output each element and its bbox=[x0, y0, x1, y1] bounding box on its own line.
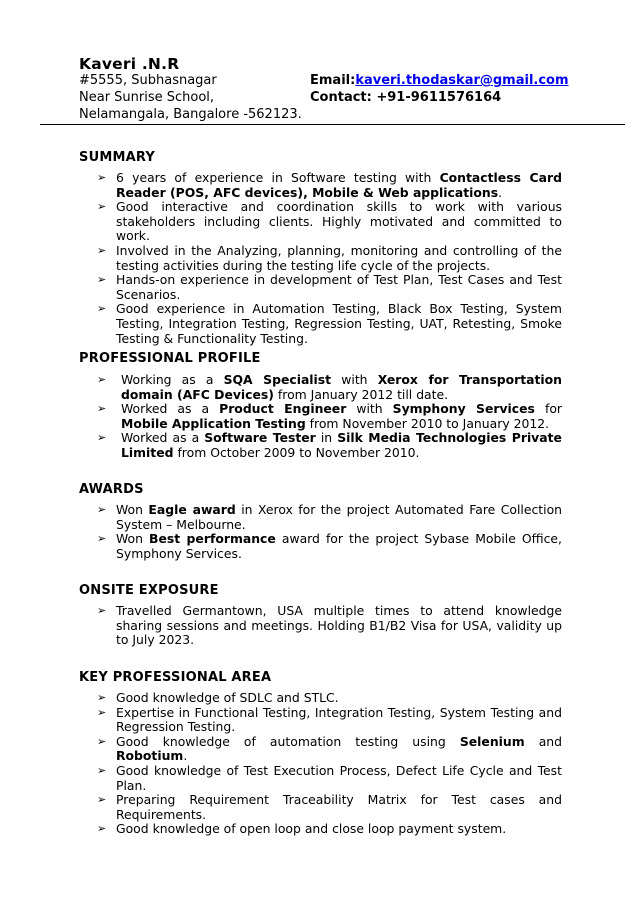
list-item bbox=[0, 171, 562, 200]
header-divider bbox=[40, 124, 625, 125]
text-run: Won bbox=[116, 531, 149, 547]
arrowhead-bullet-icon: ➢ bbox=[97, 822, 107, 836]
arrowhead-bullet-icon: ➢ bbox=[97, 431, 107, 445]
text-run: Travelled Germantown, USA multiple times to attend knowledge sharing sessions and meetings. Holding B1/B2 Visa for USA, validity up to July 2023. bbox=[116, 603, 562, 648]
arrowhead-bullet-icon: ➢ bbox=[97, 604, 107, 617]
arrowhead-bullet-icon: ➢ bbox=[97, 273, 107, 287]
bold-text: SQA Specialist bbox=[223, 372, 332, 387]
key-professional-area-list bbox=[0, 691, 638, 837]
text-run: and bbox=[524, 733, 563, 749]
text-run: with bbox=[346, 401, 393, 417]
bold-text: Selenium bbox=[459, 733, 525, 749]
list-item bbox=[0, 822, 562, 837]
text-run: Involved in the Analyzing, planning, monitoring and controlling of the testing activities during the testing life cycle of the projects. bbox=[116, 242, 562, 273]
bold-text: Best performance bbox=[149, 531, 276, 547]
awards-list bbox=[0, 503, 638, 561]
professional-profile-list bbox=[0, 373, 638, 461]
list-item bbox=[0, 793, 562, 822]
section-title-summary: SUMMARY bbox=[79, 150, 155, 165]
list-item bbox=[0, 503, 562, 532]
address-line-1: #5555, Subhasnagar bbox=[79, 73, 217, 88]
text-run: in Xerox for the project Automated Fare Collection System – Melbourne. bbox=[116, 502, 563, 532]
list-item bbox=[0, 373, 562, 402]
list-item bbox=[0, 273, 562, 302]
list-item bbox=[0, 244, 562, 273]
arrowhead-bullet-icon: ➢ bbox=[97, 691, 107, 704]
arrowhead-bullet-icon: ➢ bbox=[97, 532, 107, 546]
text-run: Hands-on experience in development of Test Plan, Test Cases and Test Scenarios. bbox=[116, 272, 562, 302]
arrowhead-bullet-icon: ➢ bbox=[97, 793, 107, 807]
text-run: for bbox=[534, 401, 562, 417]
bold-text: Software Tester bbox=[204, 430, 316, 446]
list-item bbox=[0, 431, 562, 460]
arrowhead-bullet-icon: ➢ bbox=[97, 302, 107, 316]
address-line-2: Near Sunrise School, bbox=[79, 90, 215, 105]
text-run: 6 years of experience in Software testing with bbox=[116, 170, 440, 185]
text-run: Worked as a bbox=[121, 430, 205, 446]
address-line-3: Nelamangala, Bangalore -562123. bbox=[79, 107, 302, 122]
list-item bbox=[0, 200, 562, 244]
text-run: from October 2009 to November 2010. bbox=[173, 444, 420, 460]
candidate-name: Kaveri .N.R bbox=[79, 55, 180, 73]
arrowhead-bullet-icon: ➢ bbox=[97, 243, 107, 257]
section-title-onsite-exposure: ONSITE EXPOSURE bbox=[79, 583, 219, 598]
list-item bbox=[0, 764, 562, 793]
text-run: Worked as a bbox=[121, 401, 220, 417]
text-run: Good knowledge of Test Execution Process, Defect Life Cycle and Test Plan. bbox=[116, 762, 562, 793]
arrowhead-bullet-icon: ➢ bbox=[97, 503, 107, 516]
text-run: Good knowledge of automation testing using bbox=[116, 733, 460, 749]
arrowhead-bullet-icon: ➢ bbox=[97, 734, 107, 748]
bold-text: Symphony Services bbox=[392, 401, 535, 417]
text-run: Expertise in Functional Testing, Integration Testing, System Testing and Regression Testing. bbox=[116, 704, 562, 735]
email-label: Email: bbox=[310, 73, 356, 88]
list-item bbox=[0, 735, 562, 764]
text-run: Good interactive and coordination skills to work with various stakeholders including clients. Highly motivated and committed to work. bbox=[116, 199, 562, 244]
text-run: Preparing Requirement Traceability Matrix for Test cases and Requirements. bbox=[116, 792, 562, 822]
list-item bbox=[0, 402, 562, 431]
text-run: from January 2012 till date. bbox=[273, 386, 449, 402]
text-run: . bbox=[498, 184, 503, 200]
text-run: from November 2010 to January 2012. bbox=[305, 415, 550, 431]
bold-text: Silk Media Technologies Private Limited bbox=[121, 430, 562, 460]
email-line bbox=[310, 72, 569, 89]
list-item bbox=[0, 691, 562, 706]
text-run: Good knowledge of open loop and close loop payment system. bbox=[116, 821, 507, 837]
bold-text: Contactless Card Reader (POS, AFC devices), Mobile & Web applications bbox=[116, 170, 562, 200]
arrowhead-bullet-icon: ➢ bbox=[97, 171, 107, 184]
arrowhead-bullet-icon: ➢ bbox=[97, 200, 107, 214]
list-item bbox=[0, 302, 562, 346]
list-item bbox=[0, 706, 562, 735]
arrowhead-bullet-icon: ➢ bbox=[97, 373, 107, 386]
bold-text: Eagle award bbox=[148, 502, 236, 517]
text-run: in bbox=[315, 430, 338, 446]
text-run: Good knowledge of SDLC and STLC. bbox=[116, 690, 339, 705]
text-run: . bbox=[183, 748, 188, 764]
arrowhead-bullet-icon: ➢ bbox=[97, 402, 107, 416]
list-item bbox=[0, 604, 562, 648]
bold-text: Mobile Application Testing bbox=[121, 415, 306, 431]
section-title-professional-profile: PROFESSIONAL PROFILE bbox=[79, 351, 261, 366]
text-run: Working as a bbox=[121, 372, 224, 387]
bold-text: Robotium bbox=[116, 748, 184, 764]
section-title-key-professional-area: KEY PROFESSIONAL AREA bbox=[79, 670, 272, 685]
onsite-exposure-list bbox=[0, 604, 638, 648]
arrowhead-bullet-icon: ➢ bbox=[97, 705, 107, 719]
text-run: Won bbox=[116, 502, 149, 517]
bold-text: Product Engineer bbox=[219, 401, 347, 417]
contact-phone: Contact: +91-9611576164 bbox=[310, 90, 502, 105]
bold-text: Xerox for Transportation domain (AFC Devices) bbox=[121, 372, 563, 402]
email-link[interactable]: kaveri.thodaskar@gmail.com bbox=[355, 73, 569, 88]
summary-list bbox=[0, 171, 638, 346]
text-run: with bbox=[331, 372, 378, 387]
text-run: Good experience in Automation Testing, Black Box Testing, System Testing, Integration Testing, Regression Testing, UAT, Retesting, Smoke Testing & Functionality Testing. bbox=[116, 301, 562, 346]
text-run: award for the project Sybase Mobile Office, Symphony Services. bbox=[116, 531, 562, 561]
section-title-awards: AWARDS bbox=[79, 482, 144, 497]
list-item bbox=[0, 532, 562, 561]
arrowhead-bullet-icon: ➢ bbox=[97, 763, 107, 777]
